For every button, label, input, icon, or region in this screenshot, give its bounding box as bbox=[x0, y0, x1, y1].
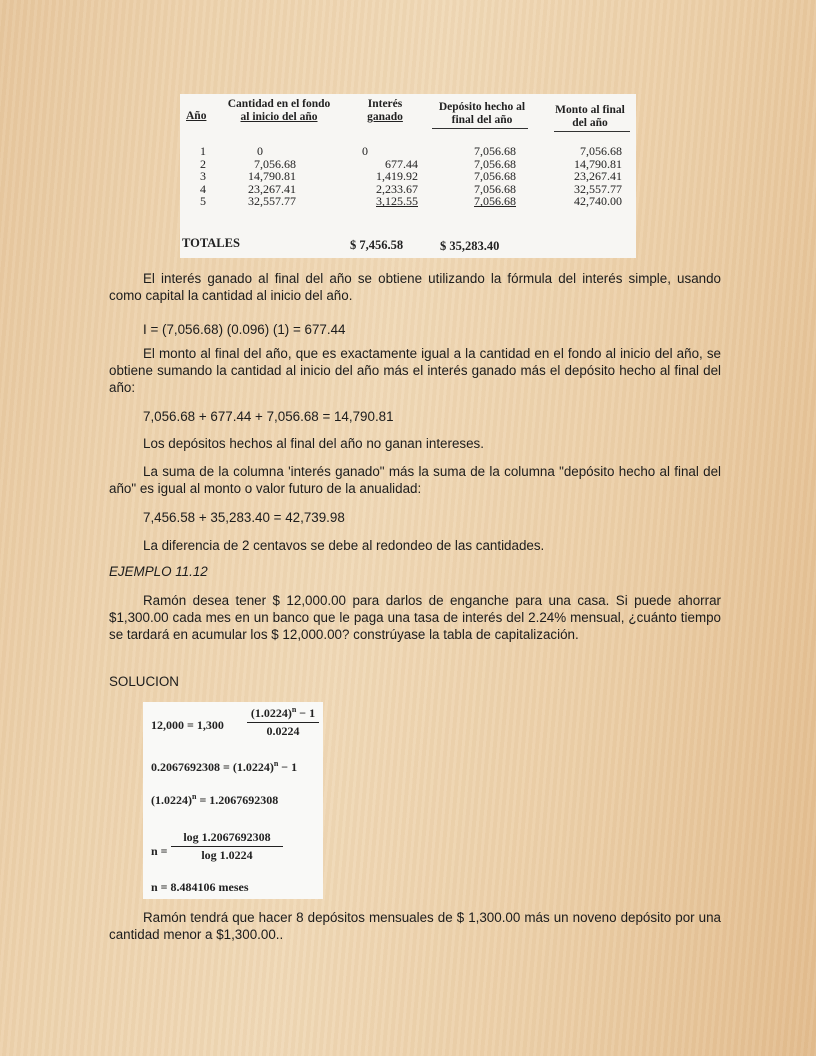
example-heading: EJEMPLO 11.12 bbox=[109, 564, 208, 579]
totals-label: TOTALES bbox=[182, 236, 240, 250]
header-deposit-line1: Depósito hecho al bbox=[438, 101, 526, 113]
year-cell: 5 bbox=[200, 194, 206, 209]
paragraph-sum-columns bbox=[109, 463, 721, 497]
year-cell: 2 bbox=[200, 156, 206, 171]
amount-cell: 42,740.00 bbox=[574, 194, 622, 209]
amount-cell: 23,267.41 bbox=[574, 169, 622, 184]
formula-4-denominator: log 1.0224 bbox=[201, 848, 253, 862]
formula-1-num-exponent: n bbox=[291, 705, 297, 714]
header-amount-line2: del año bbox=[572, 117, 608, 129]
formula-3-tail: = 1.2067692308 bbox=[196, 793, 279, 807]
header-year-label: Año bbox=[186, 110, 207, 122]
paragraph-text: Los depósitos hechos al final del año no ganan intereses. bbox=[143, 436, 484, 451]
paragraph-conclusion bbox=[109, 909, 721, 943]
header-interest-line1: Interés bbox=[367, 98, 403, 110]
amount-cell: 32,557.77 bbox=[574, 181, 622, 196]
paragraph-example-problem bbox=[109, 592, 721, 643]
column-year bbox=[200, 145, 206, 208]
header-deposit bbox=[428, 101, 536, 127]
deposit-cell: 7,056.68 bbox=[474, 194, 516, 209]
paragraph-rounding bbox=[109, 537, 721, 554]
total-interest: $ 7,456.58 bbox=[350, 238, 404, 252]
deposit-cell: 7,056.68 bbox=[474, 181, 516, 196]
fund-start-cell: 0 bbox=[257, 144, 263, 158]
fraction-bar bbox=[171, 846, 283, 847]
paragraph-amount-explanation bbox=[109, 345, 721, 396]
paragraph-text: El monto al final del año, que es exactamente igual a la cantidad en el fondo al inicio del año, se obtiene sumando la cantidad al inicio del año más el interés ganado más el depósito hecho al final del año: bbox=[109, 346, 721, 395]
formula-1-denominator: 0.0224 bbox=[266, 724, 300, 738]
formula-1-numerator bbox=[247, 706, 319, 721]
formula-4-fraction bbox=[171, 830, 283, 863]
deposit-cell: 7,056.68 bbox=[474, 144, 516, 158]
year-cell: 1 bbox=[200, 144, 206, 158]
header-fund-start bbox=[220, 98, 338, 124]
formula-line-2 bbox=[151, 760, 297, 775]
header-deposit-line2: final del año bbox=[451, 114, 513, 126]
column-interest bbox=[356, 145, 418, 208]
paragraph-text: La diferencia de 2 centavos se debe al redondeo de las cantidades. bbox=[143, 538, 545, 553]
header-amount-line1: Monto al final bbox=[555, 104, 625, 116]
formula-line-1 bbox=[151, 718, 224, 733]
header-interest-line2: ganado bbox=[367, 111, 403, 123]
header-fund-start-line1: Cantidad en el fondo bbox=[227, 98, 331, 110]
formula-3-base: (1.0224) bbox=[151, 793, 192, 807]
paragraph-deposits-no-interest bbox=[109, 435, 721, 452]
formula-1-num-tail: − 1 bbox=[296, 706, 316, 720]
interest-cell: 1,419.92 bbox=[376, 169, 418, 184]
formula-2-base: 0.2067692308 = (1.0224) bbox=[151, 760, 274, 774]
paragraph-text: Ramón desea tener $ 12,000.00 para darlos de enganche para una casa. Si puede ahorrar $1,300.00 cada mes en un banco que le paga una tasa de interés del 2.24% mensual, ¿cuánto tiempo se tardará en acumular los $ 12,000.00? constrúyase la tabla de capitalización. bbox=[109, 593, 721, 642]
solution-heading: SOLUCION bbox=[109, 674, 179, 689]
total-deposit: $ 35,283.40 bbox=[440, 239, 500, 253]
formula-2-exponent: n bbox=[273, 759, 279, 768]
header-year bbox=[186, 110, 206, 123]
fund-start-cell: 7,056.68 bbox=[254, 156, 296, 171]
interest-cell: 0 bbox=[362, 144, 368, 158]
formula-4-numerator: log 1.2067692308 bbox=[183, 830, 271, 844]
amount-cell: 7,056.68 bbox=[580, 144, 622, 158]
column-amount bbox=[560, 145, 622, 208]
interest-cell: 3,125.55 bbox=[376, 194, 418, 209]
column-fund-start bbox=[224, 145, 296, 208]
header-deposit-underline bbox=[432, 128, 528, 129]
formula-1-fraction bbox=[247, 706, 319, 739]
formula-line-5: n = 8.484106 meses bbox=[151, 880, 249, 894]
interest-cell: 677.44 bbox=[385, 156, 418, 171]
formula-line-4 bbox=[151, 844, 168, 859]
header-amount-underline bbox=[554, 131, 630, 132]
paragraph-text: La suma de la columna 'interés ganado" más la suma de la columna "depósito hecho al final del año" es igual al monto o valor futuro de la anualidad: bbox=[109, 464, 721, 496]
formula-2-tail: − 1 bbox=[278, 760, 298, 774]
fund-start-cell: 32,557.77 bbox=[248, 194, 296, 209]
fraction-bar bbox=[247, 722, 319, 723]
paragraph-text: El interés ganado al final del año se obtiene utilizando la fórmula del interés simple, usando como capital la cantidad al inicio del año. bbox=[109, 271, 721, 303]
formula-line-3 bbox=[151, 793, 278, 808]
header-interest bbox=[360, 98, 410, 124]
fund-start-cell: 14,790.81 bbox=[248, 169, 296, 184]
equation-sum: 7,456.58 + 35,283.40 = 42,739.98 bbox=[143, 510, 345, 525]
formula-3-exponent: n bbox=[192, 792, 197, 801]
header-fund-start-line2: al inicio del año bbox=[240, 111, 318, 123]
formula-4-lhs: n = bbox=[151, 844, 168, 858]
formula-1-num-base: (1.0224) bbox=[250, 706, 292, 720]
year-cell: 4 bbox=[200, 181, 206, 196]
paragraph-interest-explanation bbox=[109, 270, 721, 304]
year-cell: 3 bbox=[200, 169, 206, 184]
paragraph-text: Ramón tendrá que hacer 8 depósitos mensuales de $ 1,300.00 más un noveno depósito por una cantidad menor a $1,300.00.. bbox=[109, 910, 721, 942]
deposit-cell: 7,056.68 bbox=[474, 169, 516, 184]
amount-cell: 14,790.81 bbox=[574, 156, 622, 171]
formula-1-lhs: 12,000 = 1,300 bbox=[151, 718, 224, 732]
fund-start-cell: 23,267.41 bbox=[248, 181, 296, 196]
deposit-cell: 7,056.68 bbox=[474, 156, 516, 171]
interest-cell: 2,233.67 bbox=[376, 181, 418, 196]
capitalization-table-image bbox=[180, 94, 636, 258]
header-amount bbox=[550, 104, 630, 130]
equation-amount: 7,056.68 + 677.44 + 7,056.68 = 14,790.81 bbox=[143, 409, 394, 424]
solution-formula-image bbox=[143, 702, 323, 899]
equation-interest: I = (7,056.68) (0.096) (1) = 677.44 bbox=[143, 322, 346, 337]
column-deposit bbox=[454, 145, 516, 208]
